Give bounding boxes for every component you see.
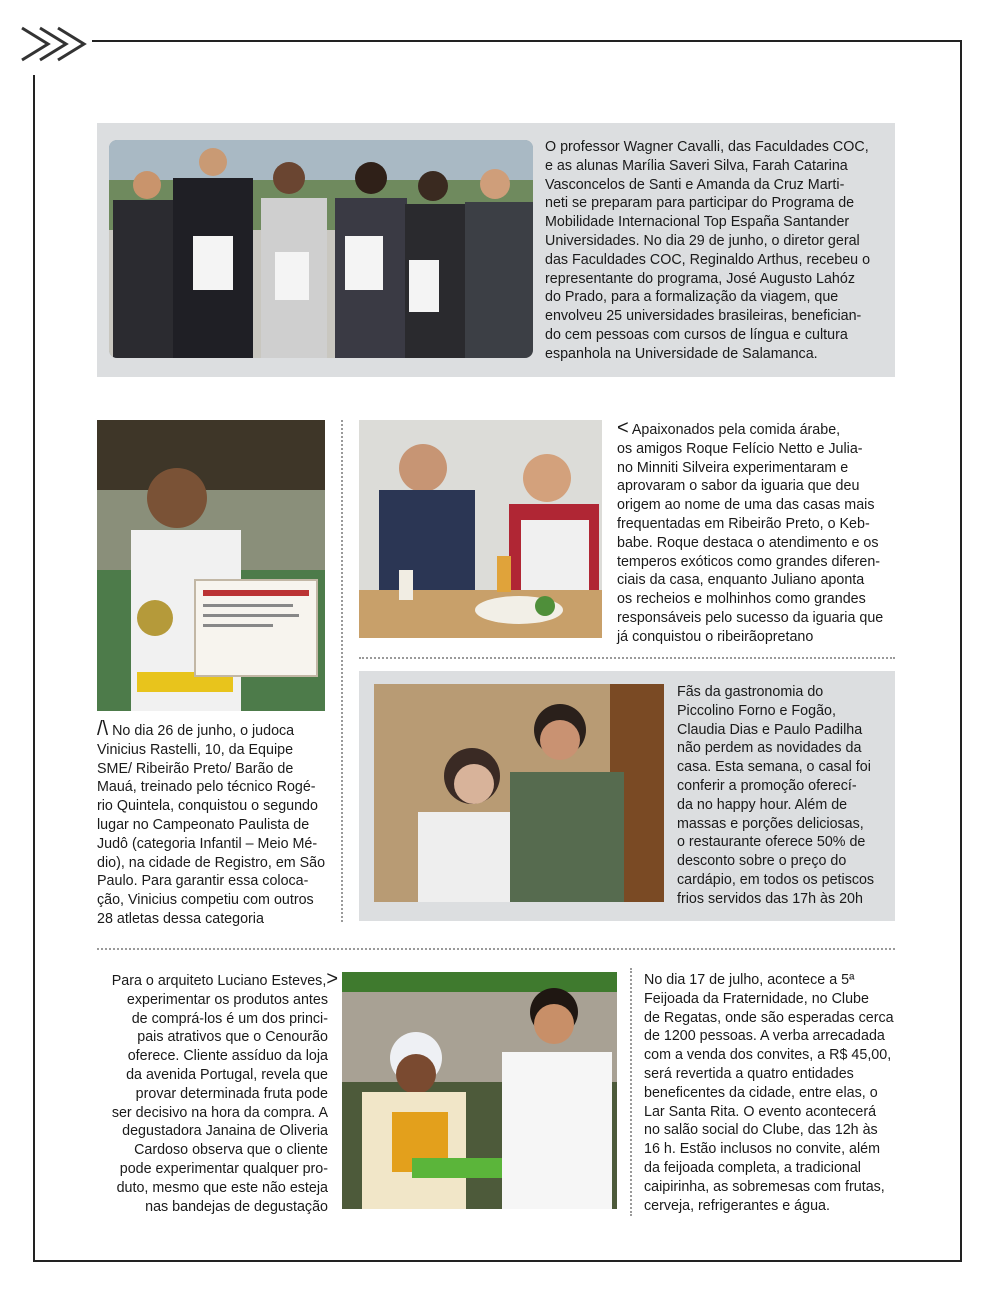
angle-right-icon: > [326,968,338,990]
caption-line: pais atrativos que o Cenourão [137,1029,328,1046]
caption-cenourao [96,968,338,1216]
caption-line: Vinicius Rastelli, 10, da Equipe [97,741,294,758]
caption-line: 16 h. Estão inclusos no convite, além [644,1141,881,1158]
caption-line: frios servidos das 17h às 20h [677,890,863,907]
caption-line: envolveu 25 universidades brasileiras, benefician- [545,308,862,325]
caption-line-text: Para o arquiteto Luciano Esteves, [111,973,327,989]
angle-left-icon: < [617,417,629,439]
caption-line: Judô (categoria Infantil – Meio Mé- [97,835,318,852]
caption-line: será revertida a quatro entidades [644,1065,854,1082]
caption-line: Lar Santa Rita. O evento acontecerá [644,1103,877,1120]
double-chevron-right-icon [18,24,92,64]
caption-line: Piccolino Forno e Fogão, [677,702,836,719]
caption-line: caipirinha, as sobremesas com frutas, [644,1178,885,1195]
caption-line: no salão social do Clube, das 12h às [644,1122,878,1139]
caret-up-icon: /\ [97,718,109,740]
caption-line: provar determinada fruta pode [135,1085,328,1102]
caption-line: Mauá, treinado pelo técnico Rogé- [97,779,316,796]
caption-line: SME/ Ribeirão Preto/ Barão de [97,760,294,777]
caption-line: espanhola na Universidade de Salamanca. [545,345,818,362]
caption-line: Feijoada da Fraternidade, no Clube [644,990,869,1007]
caption-line: lugar no Campeonato Paulista de [97,816,310,833]
caption-line: de comprá-los é um dos princi- [131,1010,328,1027]
caption-line: O professor Wagner Cavalli, das Faculdades COC, [545,139,869,155]
caption-kebbabe [617,417,897,647]
column-separator [341,420,343,922]
section-separator [97,948,895,950]
caption-line: oferece. Cliente assíduo da loja [127,1048,328,1065]
caption-line: casa. Esta semana, o casal foi [677,759,871,776]
caption-line: pode experimentar qualquer pro- [119,1160,328,1177]
caption-line: aprovaram o sabor da iguaria que deu [617,478,860,495]
frame-right-rule [960,40,962,1262]
caption-line: desconto sobre o preço do [677,853,847,870]
frame-bottom-rule [33,1260,962,1262]
caption-feijoada [644,971,894,1215]
caption-line: das Faculdades COC, Reginaldo Arthus, recebeu o [545,251,871,268]
photo-kebbabe-friends [359,420,602,638]
caption-line: dio), na cidade de Registro, em São [97,854,326,871]
caption-line: não perdem as novidades da [677,740,862,757]
photo-coc-group [109,140,533,358]
caption-line [96,968,338,991]
caption-line: da avenida Portugal, revela que [126,1066,328,1083]
caption-line: duto, mesmo que este não esteja [116,1179,328,1196]
column-separator [630,968,632,1216]
caption-line: beneficentes da cidade, entre elas, o [644,1084,878,1101]
caption-line: ser decisivo na hora da compra. A [111,1104,328,1121]
caption-piccolino [677,683,889,909]
caption-line: da feijoada completa, a tradicional [644,1159,861,1176]
caption-line [97,718,329,741]
caption-line [617,417,897,440]
caption-line: com a venda dos convites, a R$ 45,00, [644,1047,892,1064]
frame-top-rule [92,40,962,42]
caption-line: Paulo. Para garantir essa coloca- [97,873,309,890]
caption-line: e as alunas Marília Saveri Silva, Farah Catarina [545,157,848,174]
caption-cavalli [545,138,885,364]
photo-judoka [97,420,325,711]
caption-line: 28 atletas dessa categoria [97,910,264,927]
caption-line: babe. Roque destaca o atendimento e os [617,534,879,551]
caption-line: os amigos Roque Felício Netto e Julia- [617,440,863,457]
caption-line: cerveja, refrigerantes e água. [644,1197,830,1214]
caption-line: ciais da casa, enquanto Juliano aponta [617,572,865,589]
caption-line-text: No dia 26 de junho, o judoca [112,723,295,739]
caption-line: no Minniti Silveira experimentaram e [617,459,849,476]
caption-line-text: Apaixonados pela comida árabe, [631,422,841,438]
frame-left-rule [33,75,35,1262]
caption-line: origem ao nome de uma das casas mais [617,497,875,514]
caption-line: do cem pessoas com cursos de língua e cultura [545,326,848,343]
section-separator [359,657,895,659]
caption-line: os recheios e molhinhos como grandes [617,591,866,608]
caption-line: ção, Vinicius competiu com outros [97,892,314,909]
caption-line: frequentadas em Ribeirão Preto, o Keb- [617,515,870,532]
caption-line: degustadora Janaina de Oliveria [122,1123,328,1140]
caption-line: Mobilidade Internacional Top España Santander [545,214,850,231]
caption-line: Claudia Dias e Paulo Padilha [677,721,863,738]
caption-line: de 1200 pessoas. A verba arrecadada [644,1028,885,1045]
caption-line: Cardoso observa que o cliente [134,1142,328,1159]
caption-line: rio Quintela, conquistou o segundo [97,798,318,815]
caption-line: representante do programa, José Augusto Lahóz [545,270,855,287]
caption-line: o restaurante oferece 50% de [677,834,866,851]
caption-line: neti se preparam para participar do Programa de [545,195,855,212]
caption-line: da no happy hour. Além de [677,796,848,813]
caption-line: No dia 17 de julho, acontece a 5ª [644,972,855,988]
caption-judo [97,718,329,929]
caption-line: de Regatas, onde são esperadas cerca [644,1009,894,1026]
caption-line: responsáveis pelo sucesso da iguaria que [617,609,884,626]
caption-line: Fãs da gastronomia do [677,684,824,700]
photo-cenourao-tasting [342,972,617,1209]
caption-line: cardápio, em todos os petiscos [677,871,875,888]
caption-line: nas bandejas de degustação [145,1198,328,1215]
caption-line: conferir a promoção oferecí- [677,777,857,794]
caption-line: massas e porções deliciosas, [677,815,864,832]
caption-line: já conquistou o ribeirãopretano [617,628,814,645]
caption-line: Vasconcelos de Santi e Amanda da Cruz Marti- [545,176,845,193]
caption-line: do Prado, para a formalização da viagem, que [545,289,839,306]
caption-line: Universidades. No dia 29 de junho, o diretor geral [545,232,860,249]
caption-line: temperos exóticos como grandes diferen- [617,553,881,570]
caption-line: experimentar os produtos antes [126,991,328,1008]
photo-piccolino-couple [374,684,664,902]
